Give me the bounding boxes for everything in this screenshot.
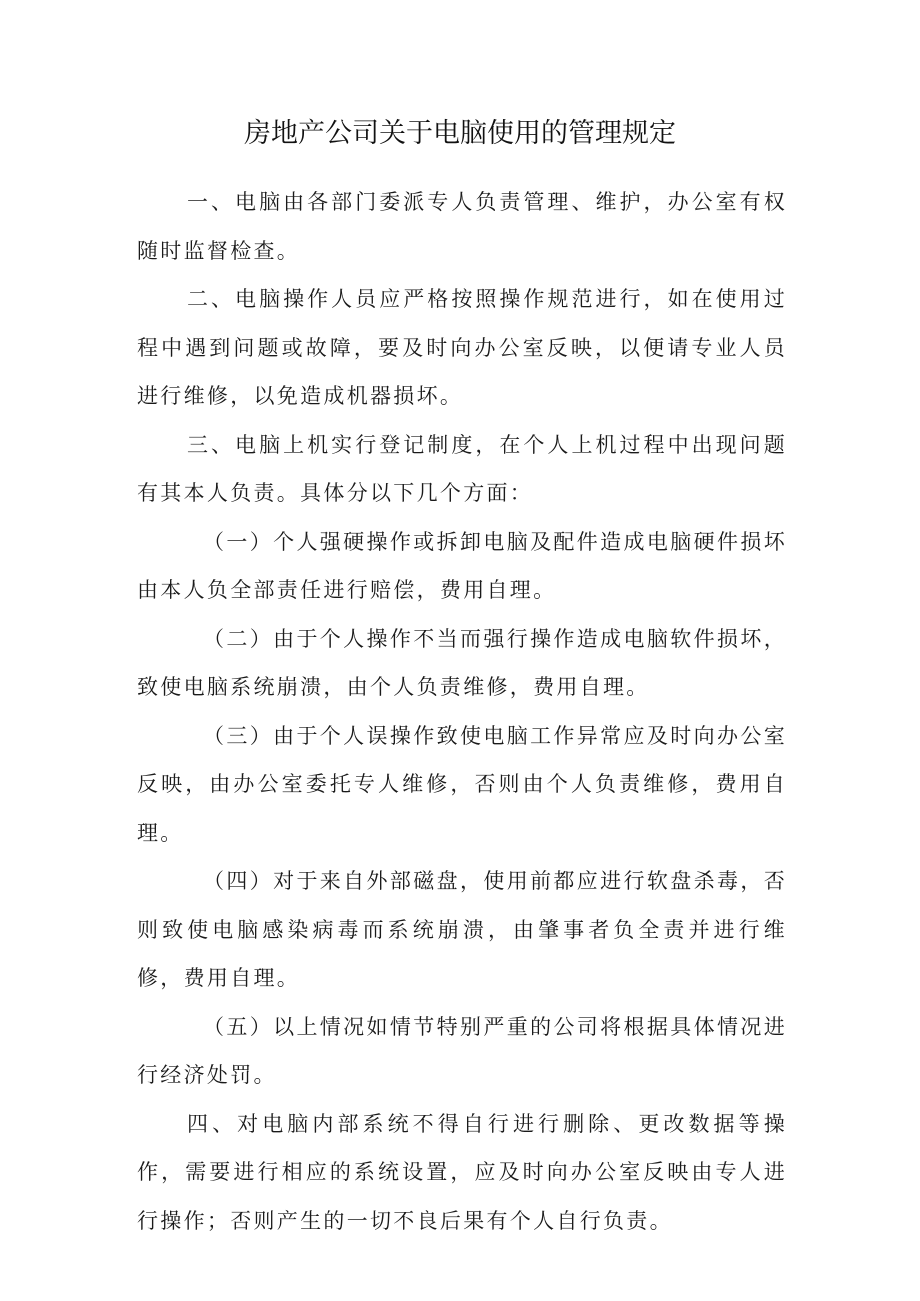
sub-paragraph-2: （二）由于个人操作不当而强行操作造成电脑软件损坏，致使电脑系统崩溃，由个人负责维修，费用自理。 bbox=[137, 626, 787, 699]
paragraph-2: 二、电脑操作人员应严格按照操作规范进行，如在使用过程中遇到问题或故障，要及时向办公室反映，以便请专业人员进行维修，以免造成机器损坏。 bbox=[137, 287, 787, 408]
document-body bbox=[137, 178, 787, 1245]
sub-paragraph-5: （五）以上情况如情节特别严重的公司将根据具体情况进行经济处罚。 bbox=[137, 1014, 787, 1087]
paragraph-4: 四、对电脑内部系统不得自行进行删除、更改数据等操作，需要进行相应的系统设置，应及时向办公室反映由专人进行操作；否则产生的一切不良后果有个人自行负责。 bbox=[137, 1111, 787, 1233]
sub-paragraph-1: （一）个人强硬操作或拆卸电脑及配件造成电脑硬件损坏由本人负全部责任进行赔偿，费用自理。 bbox=[137, 529, 787, 602]
paragraph-1: 一、电脑由各部门委派专人负责管理、维护，办公室有权随时监督检查。 bbox=[137, 190, 787, 263]
sub-paragraph-4: （四）对于来自外部磁盘，使用前都应进行软盘杀毒，否则致使电脑感染病毒而系统崩溃，由肇事者负全责并进行维修，费用自理。 bbox=[137, 869, 787, 990]
sub-paragraph-3: （三）由于个人误操作致使电脑工作异常应及时向办公室反映，由办公室委托专人维修，否则由个人负责维修，费用自理。 bbox=[137, 723, 787, 845]
document-title: 房地产公司关于电脑使用的管理规定 bbox=[244, 118, 676, 149]
paragraph-3: 三、电脑上机实行登记制度，在个人上机过程中出现问题有其本人负责。具体分以下几个方面： bbox=[137, 432, 787, 505]
